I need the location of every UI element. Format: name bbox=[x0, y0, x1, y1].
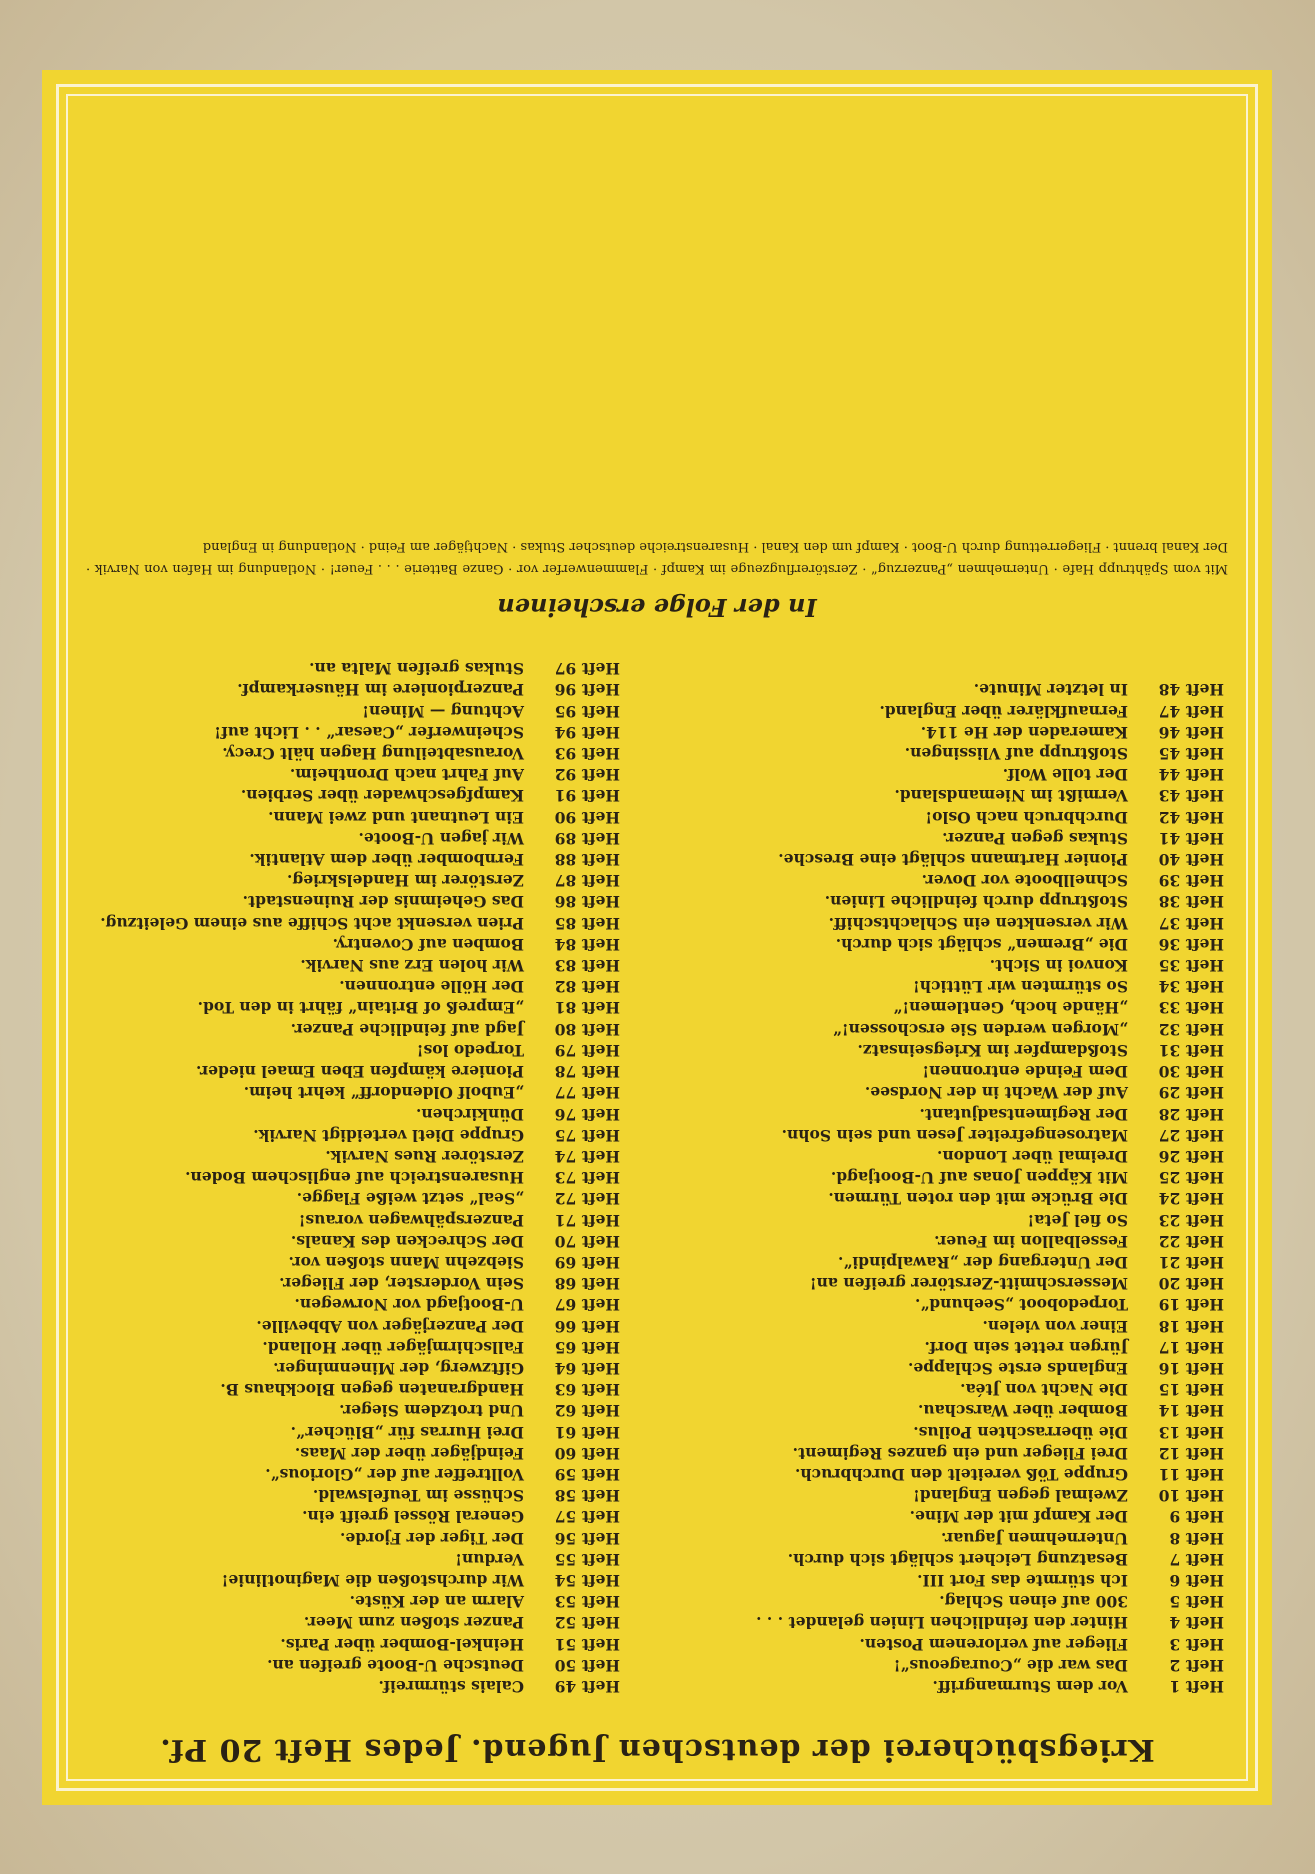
issue-title: Dreimal über London. bbox=[937, 1146, 1128, 1166]
issue-title: „Hände hoch, Gentlemen!“ bbox=[893, 998, 1128, 1018]
issue-title: Scheinwerfer „Caesar“ . . Licht auf! bbox=[214, 722, 524, 742]
issue-entry bbox=[82, 764, 620, 785]
issue-title: „Seal“ setzt weiße Flagge. bbox=[296, 1189, 524, 1209]
issue-entry bbox=[686, 1125, 1224, 1146]
issue-number: Heft 17 bbox=[1158, 1337, 1224, 1357]
issue-number: Heft 44 bbox=[1158, 765, 1224, 785]
issue-title: Schnellboote vor Dover. bbox=[921, 871, 1128, 891]
issue-entry bbox=[82, 912, 620, 933]
issue-number: Heft 39 bbox=[1158, 871, 1224, 891]
issue-number: Heft 20 bbox=[1158, 1274, 1224, 1294]
issue-title: Feindjäger über der Maas. bbox=[294, 1443, 524, 1463]
issue-title: Wir durchstoßen die Maginotlinie! bbox=[221, 1570, 524, 1590]
issue-entry bbox=[82, 1612, 620, 1633]
issue-title: Auf Fahrt nach Drontheim. bbox=[289, 765, 524, 785]
issue-number: Heft 3 bbox=[1169, 1634, 1224, 1654]
issue-entry bbox=[82, 1125, 620, 1146]
upcoming-titles: Mit vom Spähtrupp Hafe · Unternehmen „Panzerzug“ · Zerstörerflugzeuge im Kampf · Flammenwerfer vor · Ganze Batterie . . . Feuer! · Notlandung im Hafen von Narvik · Der Kanal brennt · Fliegerrettung durch U-Boot · Kampf um den Kanal · Husarenstreiche deutscher Stukas · Nachtjäger am Feind · Notlandung in England bbox=[86, 539, 1228, 576]
issue-title: Husarenstreich auf englischem Boden. bbox=[185, 1168, 524, 1188]
issue-title: Deutsche U-Boote greifen an. bbox=[267, 1655, 524, 1675]
issue-entry bbox=[686, 891, 1224, 912]
issue-entry bbox=[82, 1315, 620, 1336]
issue-number: Heft 75 bbox=[554, 1125, 620, 1145]
issue-number: Heft 80 bbox=[554, 1019, 620, 1039]
issue-entry bbox=[686, 1167, 1224, 1188]
issue-entry bbox=[82, 1464, 620, 1485]
issue-title: Flieger auf verlorenem Posten. bbox=[859, 1634, 1128, 1654]
issue-title: Der Kampf mit der Mine. bbox=[909, 1507, 1128, 1527]
issue-entry bbox=[82, 1633, 620, 1654]
issue-title: Handgranaten gegen Blockhaus B. bbox=[220, 1380, 524, 1400]
issue-title: Der Regimentsadjutant. bbox=[919, 1104, 1128, 1124]
issue-entry bbox=[686, 785, 1224, 806]
issue-number: Heft 31 bbox=[1158, 1040, 1224, 1060]
issue-title: Bomber über Warschau. bbox=[917, 1401, 1128, 1421]
issue-entry bbox=[686, 743, 1224, 764]
issue-entry bbox=[82, 828, 620, 849]
issue-entry bbox=[82, 1019, 620, 1040]
issue-number: Heft 96 bbox=[554, 680, 620, 700]
issue-number: Heft 97 bbox=[554, 659, 620, 679]
issue-title: Dem Feinde entronnen! bbox=[922, 1062, 1128, 1082]
issue-entry bbox=[82, 1570, 620, 1591]
issue-number: Heft 37 bbox=[1158, 913, 1224, 933]
issue-number: Heft 42 bbox=[1158, 807, 1224, 827]
issue-number: Heft 2 bbox=[1169, 1655, 1224, 1675]
issue-entry bbox=[686, 1655, 1224, 1676]
issue-title: Panzer stoßen zum Meer. bbox=[303, 1613, 524, 1633]
issue-entry bbox=[686, 1146, 1224, 1167]
issue-entry bbox=[686, 1231, 1224, 1252]
issue-entry bbox=[686, 1061, 1224, 1082]
issue-number: Heft 33 bbox=[1158, 998, 1224, 1018]
issue-title: Fernaufklärer über England. bbox=[879, 701, 1128, 721]
issue-entry bbox=[82, 891, 620, 912]
issue-number: Heft 10 bbox=[1158, 1486, 1224, 1506]
issue-number: Heft 87 bbox=[554, 871, 620, 891]
issue-entry bbox=[82, 1231, 620, 1252]
issue-title: Alarm an der Küste. bbox=[349, 1592, 524, 1612]
issue-number: Heft 35 bbox=[1158, 956, 1224, 976]
issue-entry bbox=[686, 976, 1224, 997]
issue-number: Heft 84 bbox=[554, 934, 620, 954]
issue-title: Fesselballon im Feuer. bbox=[934, 1231, 1128, 1251]
issue-number: Heft 73 bbox=[554, 1168, 620, 1188]
issue-number: Heft 59 bbox=[554, 1464, 620, 1484]
issue-title: Drei Hurras für „Blücher“. bbox=[290, 1422, 524, 1442]
issue-entry bbox=[686, 1485, 1224, 1506]
issue-title: Panzerspähwagen voraus! bbox=[298, 1210, 524, 1230]
issue-title: Zerstörer im Handelskrieg. bbox=[286, 871, 524, 891]
issue-entry bbox=[82, 1379, 620, 1400]
issue-title: Zerstörer Rues Narvik. bbox=[325, 1146, 524, 1166]
issue-title: Die Nacht von Jtéa. bbox=[960, 1380, 1128, 1400]
issue-number: Heft 64 bbox=[554, 1358, 620, 1378]
issue-entry bbox=[686, 679, 1224, 700]
issue-number: Heft 77 bbox=[554, 1083, 620, 1103]
issue-number: Heft 78 bbox=[554, 1062, 620, 1082]
issue-entry bbox=[686, 1273, 1224, 1294]
issue-entry bbox=[82, 849, 620, 870]
issue-entry bbox=[82, 1082, 620, 1103]
issue-number: Heft 91 bbox=[554, 786, 620, 806]
issue-number: Heft 90 bbox=[554, 807, 620, 827]
issue-number: Heft 25 bbox=[1158, 1168, 1224, 1188]
issue-number: Heft 66 bbox=[554, 1316, 620, 1336]
issue-entry bbox=[82, 1676, 620, 1697]
issue-title: Wir holen Erz aus Narvik. bbox=[300, 956, 524, 976]
issue-number: Heft 14 bbox=[1158, 1401, 1224, 1421]
issue-entry bbox=[82, 1103, 620, 1124]
issue-number: Heft 12 bbox=[1158, 1443, 1224, 1463]
issue-title: Torpedoboot „Seehund“. bbox=[915, 1295, 1128, 1315]
issue-title: U-Bootjagd vor Norwegen. bbox=[294, 1295, 524, 1315]
issue-number: Heft 54 bbox=[554, 1570, 620, 1590]
issue-entry bbox=[82, 934, 620, 955]
issue-title: Der Schrecken des Kanals. bbox=[290, 1231, 524, 1251]
issue-number: Heft 19 bbox=[1158, 1295, 1224, 1315]
issue-title: Englands erste Schlappe. bbox=[907, 1358, 1128, 1378]
issue-entry bbox=[686, 1103, 1224, 1124]
issue-number: Heft 85 bbox=[554, 913, 620, 933]
issue-number: Heft 65 bbox=[554, 1337, 620, 1357]
issue-title: Matrosengefreiter Jesen und sein Sohn. bbox=[781, 1125, 1128, 1145]
issue-title: Besatzung Leichert schlägt sich durch. bbox=[787, 1549, 1128, 1569]
issue-title: Der Hölle entronnen. bbox=[339, 977, 524, 997]
issue-title: Die überraschten Poilus. bbox=[913, 1422, 1128, 1442]
issue-entry bbox=[686, 1527, 1224, 1548]
issue-number: Heft 11 bbox=[1158, 1464, 1224, 1484]
issue-title: Vorausabteilung Hagen hält Crecy. bbox=[222, 744, 524, 764]
issue-entry bbox=[82, 1400, 620, 1421]
upcoming-heading: In der Folge erscheinen bbox=[497, 593, 817, 622]
issue-number: Heft 6 bbox=[1169, 1570, 1224, 1590]
issue-number: Heft 45 bbox=[1158, 744, 1224, 764]
issue-number: Heft 63 bbox=[554, 1380, 620, 1400]
issue-title: Fernbomber über dem Atlantik. bbox=[249, 850, 524, 870]
issue-title: Jagd auf feindliche Panzer. bbox=[290, 1019, 524, 1039]
issue-title: Ein Leutnant und zwei Mann. bbox=[268, 807, 524, 827]
series-title: Kriegsbücherei der deutschen Jugend. Jedes Heft 20 Pf. bbox=[159, 1732, 1155, 1767]
issue-title: Der Panzerjäger von Abbeville. bbox=[256, 1316, 524, 1336]
issue-title: Schüsse im Teufelswald. bbox=[312, 1486, 524, 1506]
issue-entry bbox=[686, 870, 1224, 891]
issue-entry bbox=[82, 1506, 620, 1527]
issue-title: Gruppe Töß vereitelt den Durchbruch. bbox=[794, 1464, 1128, 1484]
issue-number: Heft 51 bbox=[554, 1634, 620, 1654]
issue-entry bbox=[686, 912, 1224, 933]
issue-title: Konvoi in Sicht. bbox=[989, 956, 1128, 976]
issue-number: Heft 68 bbox=[554, 1274, 620, 1294]
issue-entry bbox=[686, 1443, 1224, 1464]
issue-entry bbox=[686, 1612, 1224, 1633]
issue-number: Heft 13 bbox=[1158, 1422, 1224, 1442]
issue-title: „Eubolf Oldendorff“ kehrt heim. bbox=[243, 1083, 524, 1103]
issue-number: Heft 72 bbox=[554, 1189, 620, 1209]
issue-number: Heft 40 bbox=[1158, 850, 1224, 870]
issue-entry bbox=[82, 722, 620, 743]
issue-number: Heft 27 bbox=[1158, 1125, 1224, 1145]
issue-title: Vor dem Sturmangriff. bbox=[932, 1677, 1128, 1696]
issue-title: Kameraden der He 114. bbox=[920, 722, 1128, 742]
issue-entry bbox=[686, 806, 1224, 827]
issue-number: Heft 92 bbox=[554, 765, 620, 785]
issue-number: Heft 69 bbox=[554, 1252, 620, 1272]
issue-title: Zweimal gegen England! bbox=[913, 1486, 1128, 1506]
issue-entry bbox=[82, 1146, 620, 1167]
issue-number: Heft 62 bbox=[554, 1401, 620, 1421]
issue-number: Heft 26 bbox=[1158, 1146, 1224, 1166]
issue-title: Der Untergang der „Rawalpindi“. bbox=[838, 1252, 1128, 1272]
issue-entry bbox=[686, 1209, 1224, 1230]
issue-entry bbox=[82, 1040, 620, 1061]
issue-number: Heft 81 bbox=[554, 998, 620, 1018]
issue-title: Die „Bremen“ schlägt sich durch. bbox=[835, 934, 1128, 954]
issue-entry bbox=[82, 1421, 620, 1442]
issue-entry bbox=[686, 1337, 1224, 1358]
issue-title: Panzerpioniere im Häuserkampf. bbox=[237, 680, 524, 700]
issue-title: General Rössel greift ein. bbox=[302, 1507, 524, 1527]
issue-number: Heft 8 bbox=[1169, 1528, 1224, 1548]
issue-number: Heft 48 bbox=[1158, 680, 1224, 700]
issue-title: Stoßtrupp auf Vlissingen. bbox=[904, 744, 1128, 764]
issue-entry bbox=[82, 658, 620, 679]
issue-entry bbox=[82, 997, 620, 1018]
issue-number: Heft 58 bbox=[554, 1486, 620, 1506]
issue-title: Verdun! bbox=[455, 1549, 524, 1569]
issue-number: Heft 74 bbox=[554, 1146, 620, 1166]
issue-entry bbox=[686, 1570, 1224, 1591]
issue-number: Heft 88 bbox=[554, 850, 620, 870]
issue-entry bbox=[82, 1061, 620, 1082]
issue-number: Heft 15 bbox=[1158, 1380, 1224, 1400]
issue-title: Bomben auf Coventry. bbox=[332, 934, 524, 954]
issue-number: Heft 53 bbox=[554, 1592, 620, 1612]
issue-number: Heft 22 bbox=[1158, 1231, 1224, 1251]
issue-entry bbox=[82, 1443, 620, 1464]
issue-entry bbox=[82, 976, 620, 997]
issue-entry bbox=[686, 1315, 1224, 1336]
issue-number: Heft 83 bbox=[554, 956, 620, 976]
issue-number: Heft 49 bbox=[554, 1677, 620, 1696]
issue-title: Sein Vorderster, der Flieger. bbox=[279, 1274, 524, 1294]
issue-title: Ich stürmte das Fort III. bbox=[917, 1570, 1128, 1590]
issue-number: Heft 67 bbox=[554, 1295, 620, 1315]
issue-title: Siebzehn Mann stoßen vor. bbox=[288, 1252, 524, 1272]
issue-entry bbox=[686, 1549, 1224, 1570]
issue-title: Gruppe Dietl verteidigt Narvik. bbox=[253, 1125, 524, 1145]
issue-entry bbox=[686, 997, 1224, 1018]
issue-number: Heft 47 bbox=[1158, 701, 1224, 721]
issue-entry bbox=[686, 1464, 1224, 1485]
issue-number: Heft 5 bbox=[1169, 1592, 1224, 1612]
issue-title: Calais stürmreif. bbox=[378, 1677, 524, 1696]
issue-title: Messerschmitt-Zerstörer greifen an! bbox=[809, 1274, 1128, 1294]
issue-title: Stukas greifen Malta an. bbox=[309, 659, 524, 679]
issue-entry bbox=[686, 1188, 1224, 1209]
panel-content bbox=[82, 110, 1232, 1767]
issue-title: Prien versenkt acht Schiffe aus einem Geleitzug. bbox=[100, 913, 524, 933]
issue-number: Heft 86 bbox=[554, 892, 620, 912]
issue-entry bbox=[686, 722, 1224, 743]
issue-entry bbox=[686, 1591, 1224, 1612]
issue-title: So stürmten wir Lüttich! bbox=[912, 977, 1128, 997]
issue-entry bbox=[82, 1655, 620, 1676]
issue-title: Jürgen rettet sein Dorf. bbox=[924, 1337, 1128, 1357]
issue-entry bbox=[686, 1400, 1224, 1421]
issue-entry bbox=[686, 1633, 1224, 1654]
issue-number: Heft 95 bbox=[554, 701, 620, 721]
issue-number: Heft 46 bbox=[1158, 722, 1224, 742]
issue-title: Mit Käppen Jonas auf U-Bootjagd. bbox=[830, 1168, 1128, 1188]
issue-entry bbox=[82, 700, 620, 721]
issue-number: Heft 34 bbox=[1158, 977, 1224, 997]
issue-number: Heft 50 bbox=[554, 1655, 620, 1675]
issue-number: Heft 21 bbox=[1158, 1252, 1224, 1272]
issue-entry bbox=[82, 1337, 620, 1358]
issue-entry bbox=[686, 955, 1224, 976]
issue-entry bbox=[82, 1549, 620, 1570]
issue-title: Und trotzdem Sieger. bbox=[339, 1401, 524, 1421]
issue-entry bbox=[686, 849, 1224, 870]
issue-number: Heft 38 bbox=[1158, 892, 1224, 912]
issue-title: Wir jagen U-Boote. bbox=[358, 828, 524, 848]
issue-number: Heft 56 bbox=[554, 1528, 620, 1548]
issue-title: Auf der Wacht in der Nordsee. bbox=[864, 1083, 1128, 1103]
issue-number: Heft 32 bbox=[1158, 1019, 1224, 1039]
issue-number: Heft 70 bbox=[554, 1231, 620, 1251]
issue-entry bbox=[82, 1527, 620, 1548]
issue-entry bbox=[82, 1252, 620, 1273]
issue-title: In letzter Minute. bbox=[973, 680, 1128, 700]
issue-number: Heft 4 bbox=[1169, 1613, 1224, 1633]
issue-entry bbox=[82, 1167, 620, 1188]
issue-number: Heft 82 bbox=[554, 977, 620, 997]
issue-entry bbox=[82, 1358, 620, 1379]
issue-title: Der Tiger der Fjorde. bbox=[339, 1528, 524, 1548]
issue-entry bbox=[82, 679, 620, 700]
issue-entry bbox=[686, 1676, 1224, 1697]
issue-entry bbox=[686, 1252, 1224, 1273]
issue-entry bbox=[82, 955, 620, 976]
issue-number: Heft 7 bbox=[1169, 1549, 1224, 1569]
issue-title: Kampfgeschwader über Serbien. bbox=[240, 786, 524, 806]
issue-entry bbox=[686, 764, 1224, 785]
issue-title: „Empreß of Britain“ fährt in den Tod. bbox=[197, 998, 524, 1018]
issue-title: Stukas gegen Panzer. bbox=[942, 828, 1128, 848]
issue-entry bbox=[82, 806, 620, 827]
issue-number: Heft 9 bbox=[1169, 1507, 1224, 1527]
issue-entry bbox=[82, 1209, 620, 1230]
issue-number: Heft 41 bbox=[1158, 828, 1224, 848]
issue-title: Giftzwerg, der Minenminger. bbox=[273, 1358, 524, 1378]
issue-entry bbox=[686, 1506, 1224, 1527]
issue-entry bbox=[686, 1421, 1224, 1442]
issue-number: Heft 18 bbox=[1158, 1316, 1224, 1336]
issue-number: Heft 76 bbox=[554, 1104, 620, 1124]
issue-title: Vermißt im Niemandsland. bbox=[894, 786, 1128, 806]
issue-title: Einer von vielen. bbox=[982, 1316, 1128, 1336]
issue-number: Heft 43 bbox=[1158, 786, 1224, 806]
issue-title: Durchbruch nach Oslo! bbox=[925, 807, 1128, 827]
issue-number: Heft 16 bbox=[1158, 1358, 1224, 1378]
issue-entry bbox=[82, 1591, 620, 1612]
issue-title: Pionier Hartmann schlägt eine Bresche. bbox=[778, 850, 1128, 870]
issue-number: Heft 71 bbox=[554, 1210, 620, 1230]
issue-title: Torpedo los! bbox=[416, 1040, 524, 1060]
issue-number: Heft 24 bbox=[1158, 1189, 1224, 1209]
issue-entry bbox=[686, 934, 1224, 955]
issue-number: Heft 93 bbox=[554, 744, 620, 764]
issue-title: Volltreffer auf der „Glorious“. bbox=[265, 1464, 524, 1484]
issue-number: Heft 57 bbox=[554, 1507, 620, 1527]
issue-entry bbox=[686, 1294, 1224, 1315]
issue-title: Achtung — Minen! bbox=[362, 701, 524, 721]
yellow-cover-panel bbox=[42, 70, 1272, 1805]
issue-entry bbox=[82, 1188, 620, 1209]
issue-number: Heft 61 bbox=[554, 1422, 620, 1442]
issue-title: 300 auf einen Schlag. bbox=[939, 1592, 1128, 1612]
issue-title: Der tolle Wolf. bbox=[1002, 765, 1128, 785]
issue-title: „Morgen werden Sie erschossen!“ bbox=[832, 1019, 1128, 1039]
issue-title: Unternehmen Jaguar. bbox=[941, 1528, 1128, 1548]
issue-number: Heft 28 bbox=[1158, 1104, 1224, 1124]
issue-entry bbox=[686, 1040, 1224, 1061]
issue-title: Hinter den feindlichen Linien gelandet . . . bbox=[756, 1613, 1128, 1633]
issue-list-left bbox=[686, 679, 1224, 1697]
issue-title: Stoßtrupp durch feindliche Linien. bbox=[824, 892, 1128, 912]
issue-number: Heft 55 bbox=[554, 1549, 620, 1569]
issue-entry bbox=[686, 700, 1224, 721]
issue-number: Heft 52 bbox=[554, 1613, 620, 1633]
issue-entry bbox=[82, 1273, 620, 1294]
issue-title: Pioniere kämpfen Eben Emael nieder. bbox=[196, 1062, 524, 1082]
issue-number: Heft 79 bbox=[554, 1040, 620, 1060]
issue-number: Heft 1 bbox=[1169, 1677, 1224, 1696]
issue-title: Heinkel-Bomber über Paris. bbox=[280, 1634, 524, 1654]
issue-title: Dünkirchen. bbox=[415, 1104, 524, 1124]
issue-entry bbox=[82, 785, 620, 806]
issue-title: Drei Flieger und ein ganzes Regiment. bbox=[792, 1443, 1128, 1463]
issue-entry bbox=[686, 1082, 1224, 1103]
issue-number: Heft 30 bbox=[1158, 1062, 1224, 1082]
issue-entry bbox=[686, 1019, 1224, 1040]
issue-title: Das war die „Courageous“! bbox=[893, 1655, 1128, 1675]
issue-number: Heft 60 bbox=[554, 1443, 620, 1463]
issue-title: Wir versenkten ein Schlachtschiff. bbox=[828, 913, 1128, 933]
issue-number: Heft 94 bbox=[554, 722, 620, 742]
issue-entry bbox=[686, 828, 1224, 849]
issue-entry bbox=[82, 870, 620, 891]
issue-title: Das Geheimnis der Ruinenstadt. bbox=[242, 892, 524, 912]
issue-entry bbox=[686, 1358, 1224, 1379]
issue-title: Fallschirmjäger über Holland. bbox=[262, 1337, 524, 1357]
issue-entry bbox=[82, 1485, 620, 1506]
issue-number: Heft 89 bbox=[554, 828, 620, 848]
issue-title: Stoßdampfer im Kriegseinsatz. bbox=[857, 1040, 1128, 1060]
issue-number: Heft 29 bbox=[1158, 1083, 1224, 1103]
issue-title: Die Brücke mit den roten Türmen. bbox=[828, 1189, 1128, 1209]
issue-entry bbox=[82, 743, 620, 764]
issue-number: Heft 36 bbox=[1158, 934, 1224, 954]
issue-title: So fiel Jeta! bbox=[1027, 1210, 1128, 1230]
issue-number: Heft 23 bbox=[1158, 1210, 1224, 1230]
issue-entry bbox=[82, 1294, 620, 1315]
issue-list-right bbox=[82, 658, 620, 1697]
issue-entry bbox=[686, 1379, 1224, 1400]
